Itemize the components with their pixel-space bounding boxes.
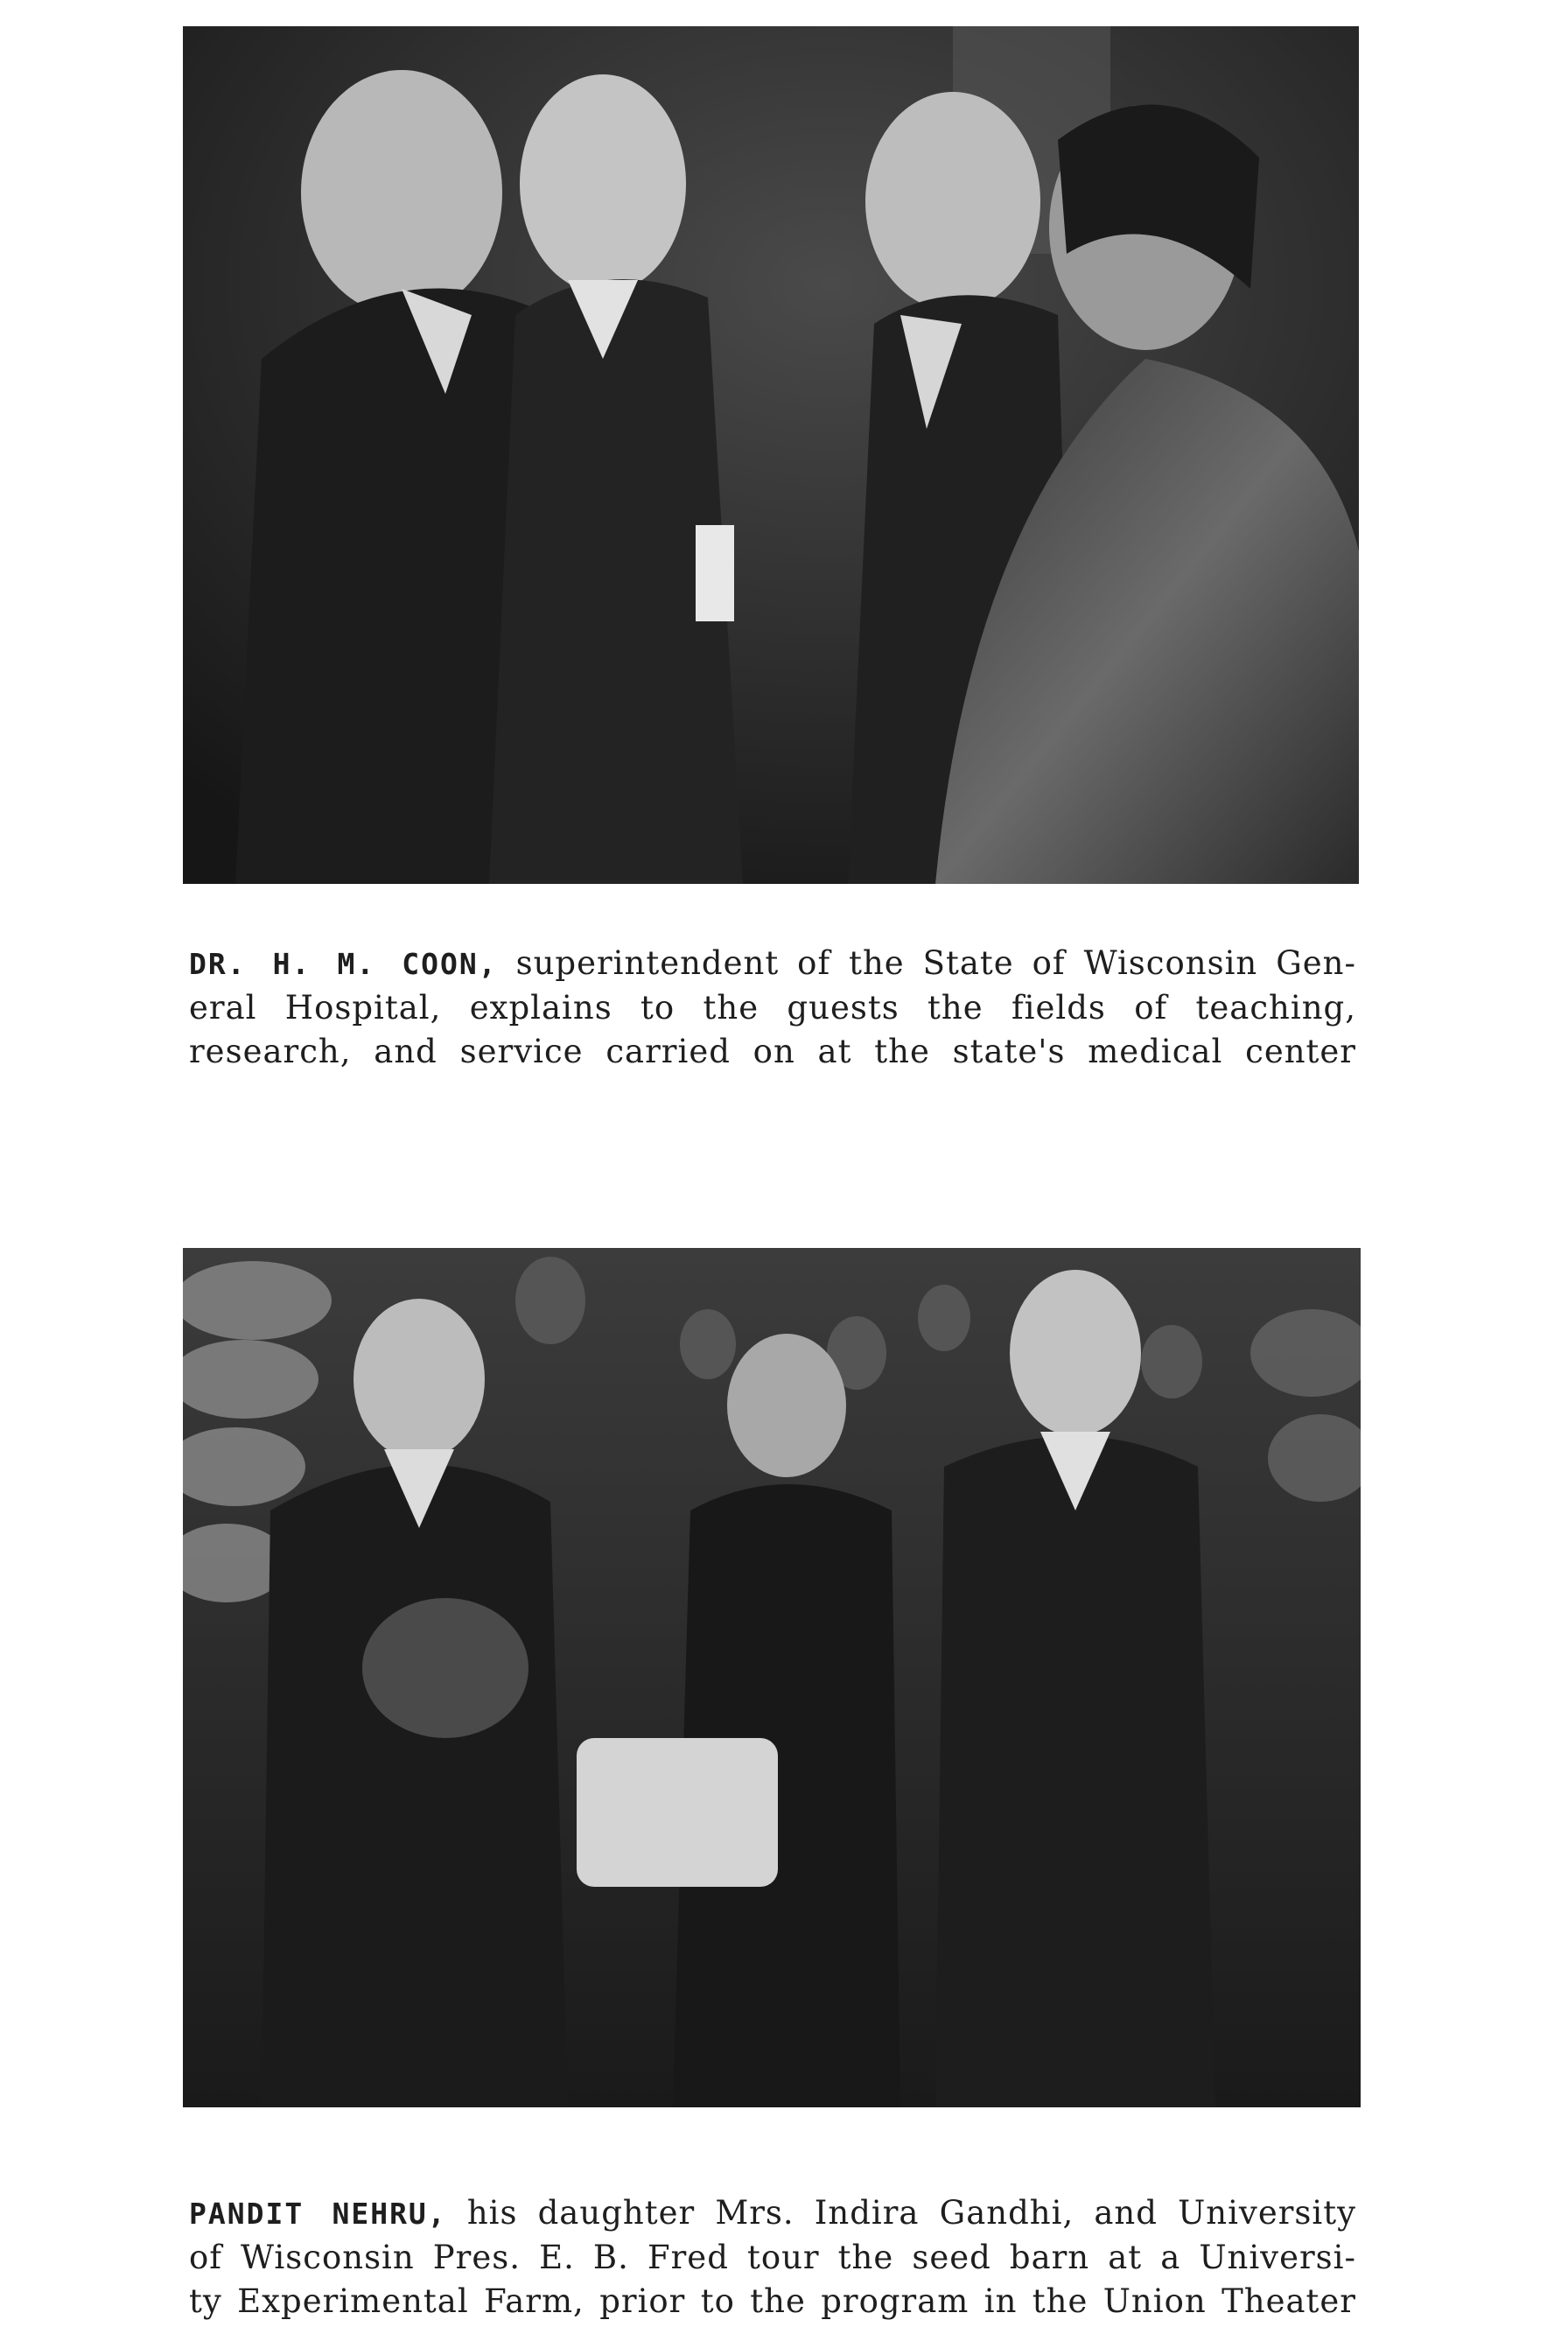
caption-1-lead: DR. H. M. COON,: [189, 947, 498, 981]
caption-2-line-2: of Wisconsin Pres. E. B. Fred tour the seed barn at a Universi-: [189, 2239, 1356, 2276]
caption-1-line-2: eral Hospital, explains to the guests the fields of teaching,: [189, 989, 1356, 1027]
caption-1-line-1-text: superintendent of the State of Wisconsin Gen-: [497, 944, 1357, 982]
caption-2-line-3: ty Experimental Farm, prior to the program in the Union Theater: [189, 2282, 1356, 2320]
caption-2-line-1-text: his daughter Mrs. Indira Gandhi, and University: [446, 2194, 1356, 2232]
photo-1-caption: [189, 942, 1356, 1074]
photo-nehru-seed-barn: [183, 1248, 1361, 2107]
caption-1-line-3: research, and service carried on at the state's medical center: [189, 1033, 1356, 1070]
photo-1-illustration: [183, 26, 1359, 884]
photo-2-illustration: [183, 1248, 1361, 2107]
photo-2-caption: [189, 2191, 1356, 2323]
caption-1-line-1: [189, 942, 1356, 986]
caption-2-lead: PANDIT NEHRU,: [189, 2197, 447, 2231]
caption-2-line-1: [189, 2191, 1356, 2236]
photo-coon-conversation: [183, 26, 1359, 884]
